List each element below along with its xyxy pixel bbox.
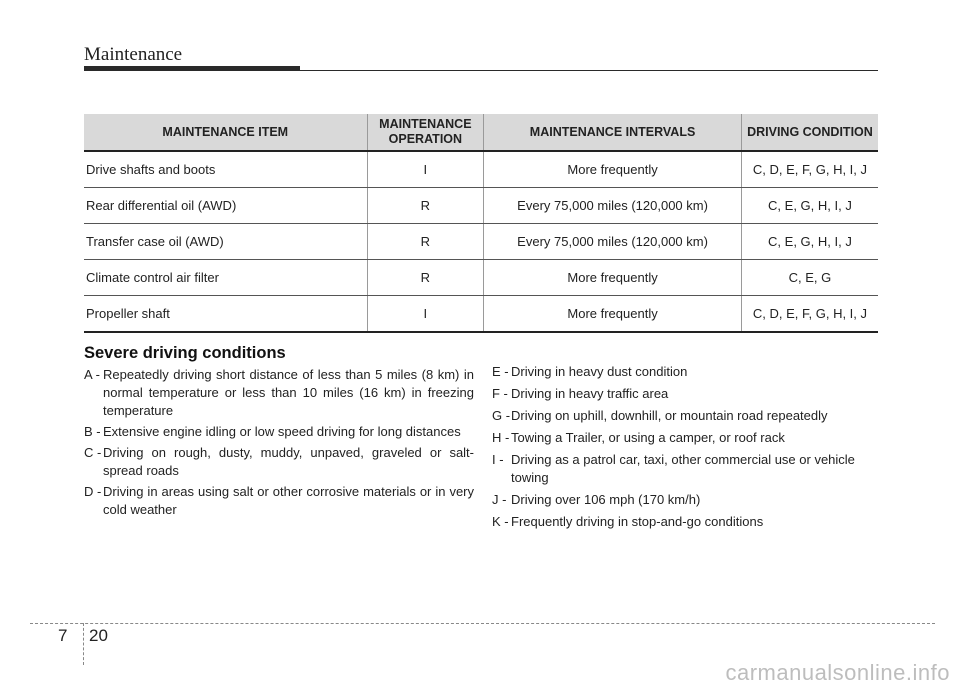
condition-letter: J -	[492, 492, 507, 507]
list-item	[84, 444, 474, 480]
watermark: carmanualsonline.info	[725, 660, 950, 685]
condition-letter: C -	[84, 445, 102, 460]
cell-item: Transfer case oil (AWD)	[84, 224, 367, 260]
cell-interval: Every 75,000 miles (120,000 km)	[484, 188, 742, 224]
list-item	[492, 407, 882, 425]
cell-condition: C, D, E, F, G, H, I, J	[741, 296, 878, 333]
cell-item: Propeller shaft	[84, 296, 367, 333]
cell-operation: R	[367, 224, 484, 260]
column-header-condition: DRIVING CONDITION	[741, 114, 878, 151]
list-item	[492, 451, 882, 487]
condition-text: Driving in heavy dust condition	[511, 364, 688, 379]
severe-conditions-list-right	[492, 363, 882, 535]
header-rule-thick	[84, 66, 300, 71]
cell-operation: I	[367, 296, 484, 333]
cell-item: Climate control air filter	[84, 260, 367, 296]
cell-interval: More frequently	[484, 296, 742, 333]
list-item	[84, 423, 474, 441]
cell-condition: C, E, G, H, I, J	[741, 188, 878, 224]
condition-letter: H -	[492, 430, 510, 445]
footer-page-separator	[83, 623, 84, 665]
cell-operation: R	[367, 188, 484, 224]
condition-letter: B -	[84, 424, 101, 439]
condition-letter: E -	[492, 364, 509, 379]
cell-condition: C, D, E, F, G, H, I, J	[741, 151, 878, 188]
cell-interval: More frequently	[484, 151, 742, 188]
table-row	[84, 151, 878, 188]
list-item	[84, 366, 474, 420]
condition-text: Towing a Trailer, or using a camper, or roof rack	[511, 430, 785, 445]
list-item	[492, 513, 882, 531]
condition-text: Driving in areas using salt or other corrosive materials or in very cold weather	[103, 484, 474, 517]
column-header-item: MAINTENANCE ITEM	[84, 114, 367, 151]
table-row	[84, 296, 878, 333]
cell-interval: More frequently	[484, 260, 742, 296]
footer-divider	[30, 623, 935, 624]
list-item	[84, 483, 474, 519]
cell-condition: C, E, G, H, I, J	[741, 224, 878, 260]
list-item	[492, 363, 882, 381]
condition-text: Driving as a patrol car, taxi, other commercial use or vehicle towing	[511, 452, 855, 485]
page-header-title: Maintenance	[84, 44, 183, 65]
list-item	[492, 491, 882, 509]
table-row	[84, 260, 878, 296]
table-row	[84, 224, 878, 260]
condition-letter: D -	[84, 484, 102, 499]
condition-letter: K -	[492, 514, 509, 529]
column-header-intervals: MAINTENANCE INTERVALS	[484, 114, 742, 151]
condition-letter: F -	[492, 386, 508, 401]
cell-interval: Every 75,000 miles (120,000 km)	[484, 224, 742, 260]
page-number: 20	[89, 626, 108, 645]
table-header-row	[84, 114, 878, 151]
cell-item: Drive shafts and boots	[84, 151, 367, 188]
condition-text: Driving on rough, dusty, muddy, unpaved, graveled or salt-spread roads	[103, 445, 474, 478]
column-header-operation: MAINTENANCE OPERATION	[367, 114, 484, 151]
maintenance-table	[84, 114, 878, 333]
cell-operation: I	[367, 151, 484, 188]
header-rule-thin	[300, 70, 878, 71]
severe-conditions-list-left	[84, 366, 474, 522]
condition-text: Driving on uphill, downhill, or mountain road repeatedly	[511, 408, 828, 423]
condition-text: Driving in heavy traffic area	[511, 386, 669, 401]
condition-text: Repeatedly driving short distance of less than 5 miles (8 km) in normal temperature or less than 10 miles (16 km) in freezing temperature	[103, 367, 474, 418]
table-row	[84, 188, 878, 224]
cell-condition: C, E, G	[741, 260, 878, 296]
cell-operation: R	[367, 260, 484, 296]
condition-letter: A -	[84, 367, 100, 382]
severe-conditions-heading: Severe driving conditions	[84, 344, 286, 362]
list-item	[492, 385, 882, 403]
condition-text: Frequently driving in stop-and-go conditions	[511, 514, 764, 529]
condition-text: Driving over 106 mph (170 km/h)	[511, 492, 701, 507]
cell-item: Rear differential oil (AWD)	[84, 188, 367, 224]
condition-letter: G -	[492, 408, 511, 423]
chapter-number: 7	[58, 626, 68, 645]
condition-letter: I -	[492, 452, 504, 467]
condition-text: Extensive engine idling or low speed driving for long distances	[103, 424, 461, 439]
list-item	[492, 429, 882, 447]
